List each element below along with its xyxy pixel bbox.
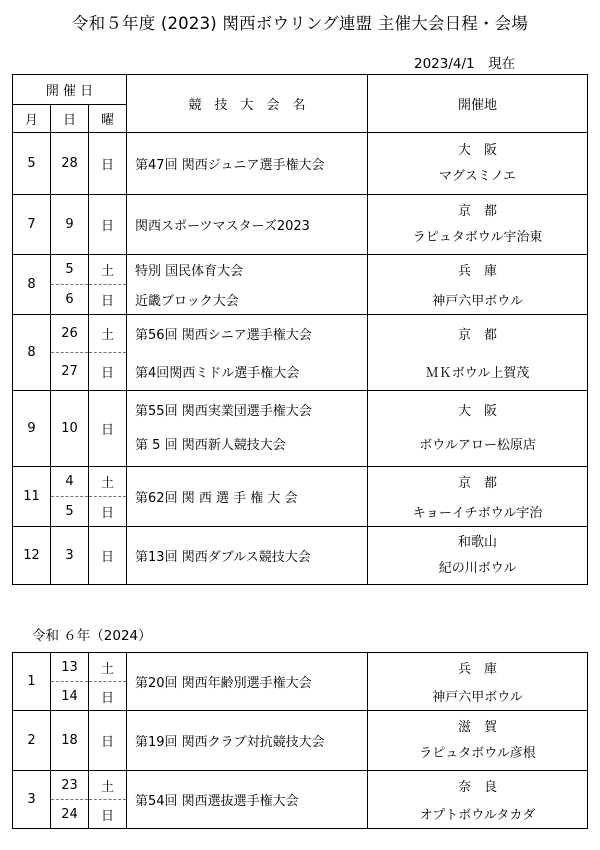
event-line: 第55回 関西実業団選手権大会: [135, 403, 312, 419]
table-row: [13, 255, 588, 285]
weekday-cell: 日: [89, 195, 127, 255]
day-cell: 9: [51, 195, 89, 255]
month-cell: 11: [13, 467, 51, 527]
day-cell: 5: [51, 255, 89, 285]
venue-name: ラピュタボウル宇治東: [412, 229, 543, 245]
weekday-cell: 日: [89, 682, 127, 711]
day-cell: 4: [51, 467, 89, 497]
day-cell: 18: [51, 711, 89, 771]
event-cell: 第19回 関西クラブ対抗競技大会: [127, 711, 368, 771]
table-row: [13, 467, 588, 497]
header-date: 開 催 日: [13, 75, 127, 105]
month-cell: 8: [13, 315, 51, 391]
day-cell: 24: [51, 800, 89, 829]
day-cell: 10: [51, 391, 89, 467]
venue-city: 京 都: [458, 203, 498, 219]
day-cell: 26: [51, 315, 89, 353]
header-venue: 開催地: [368, 75, 588, 133]
weekday-cell: 土: [89, 653, 127, 682]
month-cell: 7: [13, 195, 51, 255]
venue-city: 奈 良: [368, 771, 588, 800]
event-line: 第 5 回 関西新人競技大会: [135, 437, 286, 453]
weekday-cell: 土: [89, 771, 127, 800]
weekday-cell: 日: [89, 353, 127, 391]
weekday-cell: 土: [89, 315, 127, 353]
month-cell: 2: [13, 711, 51, 771]
venue-name: ボウルアロー松原店: [419, 437, 536, 453]
weekday-cell: 日: [89, 711, 127, 771]
weekday-cell: 日: [89, 285, 127, 315]
header-day: 日: [51, 105, 89, 133]
day-cell: 3: [51, 527, 89, 585]
venue-city: 大 阪: [458, 403, 498, 419]
event-cell: 関西スポーツマスターズ2023: [127, 195, 368, 255]
weekday-cell: 日: [89, 133, 127, 195]
table-row: [13, 315, 588, 353]
event-cell: 第62回 関 西 選 手 権 大 会: [127, 467, 368, 527]
event-cell: [127, 391, 368, 467]
venue-name: オプトボウルタカダ: [368, 800, 588, 829]
page-title: 令和５年度 (2023) 関西ボウリング連盟 主催大会日程・会場: [71, 14, 529, 33]
header-weekday: 曜: [89, 105, 127, 133]
event-cell: 第56回 関西シニア選手権大会: [127, 315, 368, 353]
event-cell: 近畿ブロック大会: [127, 285, 368, 315]
venue-name: ＭＫボウル上賀茂: [368, 353, 588, 391]
event-cell: 第54回 関西選抜選手権大会: [127, 771, 368, 829]
schedule-table-2023: [12, 74, 588, 585]
header-month: 月: [13, 105, 51, 133]
event-cell: 第47回 関西ジュニア選手権大会: [127, 133, 368, 195]
day-cell: 14: [51, 682, 89, 711]
venue-name: キョーイチボウル宇治: [368, 497, 588, 527]
day-cell: 23: [51, 771, 89, 800]
table-row: [13, 391, 588, 467]
weekday-cell: 日: [89, 800, 127, 829]
month-cell: 5: [13, 133, 51, 195]
venue-city: 和歌山: [458, 534, 498, 550]
section-heading-2024: 令和 ６年（2024）: [32, 628, 152, 644]
month-cell: 1: [13, 653, 51, 711]
day-cell: 28: [51, 133, 89, 195]
venue-name: ラピュタボウル彦根: [419, 745, 536, 761]
event-cell: 第4回関西ミドル選手権大会: [127, 353, 368, 391]
month-cell: 3: [13, 771, 51, 829]
event-cell: 第20回 関西年齢別選手権大会: [127, 653, 368, 711]
day-cell: 27: [51, 353, 89, 391]
table-row: [13, 285, 588, 315]
venue-city: 大 阪: [458, 142, 498, 158]
venue-city: 兵 庫: [368, 255, 588, 285]
venue-name: 神戸六甲ボウル: [368, 682, 588, 711]
weekday-cell: 土: [89, 255, 127, 285]
venue-city: 滋 賀: [457, 719, 497, 735]
venue-cell: [368, 195, 588, 255]
weekday-cell: 日: [89, 527, 127, 585]
weekday-cell: 日: [89, 391, 127, 467]
weekday-cell: 日: [89, 497, 127, 527]
table-row: [13, 353, 588, 391]
month-cell: 8: [13, 255, 51, 315]
venue-name: マグスミノエ: [438, 168, 517, 184]
venue-cell: [368, 711, 588, 771]
as-of-date: 2023/4/1 現在: [414, 56, 516, 72]
event-cell: 第13回 関西ダブルス競技大会: [127, 527, 368, 585]
event-cell: 特別 国民体育大会: [127, 255, 368, 285]
day-cell: 6: [51, 285, 89, 315]
venue-city: 京 都: [368, 467, 588, 497]
month-cell: 9: [13, 391, 51, 467]
table-row: [13, 527, 588, 585]
venue-city: 京 都: [368, 315, 588, 353]
schedule-table-2024: [12, 652, 588, 829]
table-row: [13, 653, 588, 682]
venue-cell: [368, 391, 588, 467]
header-event: 競 技 大 会 名: [127, 75, 368, 133]
venue-cell: [368, 133, 588, 195]
month-cell: 12: [13, 527, 51, 585]
weekday-cell: 土: [89, 467, 127, 497]
venue-city: 兵 庫: [368, 653, 588, 682]
venue-name: 神戸六甲ボウル: [368, 285, 588, 315]
table-row: [13, 711, 588, 771]
day-cell: 5: [51, 497, 89, 527]
venue-cell: [368, 527, 588, 585]
table-row: [13, 771, 588, 800]
day-cell: 13: [51, 653, 89, 682]
table-row: [13, 133, 588, 195]
venue-name: 紀の川ボウル: [438, 560, 517, 576]
table-row: [13, 195, 588, 255]
